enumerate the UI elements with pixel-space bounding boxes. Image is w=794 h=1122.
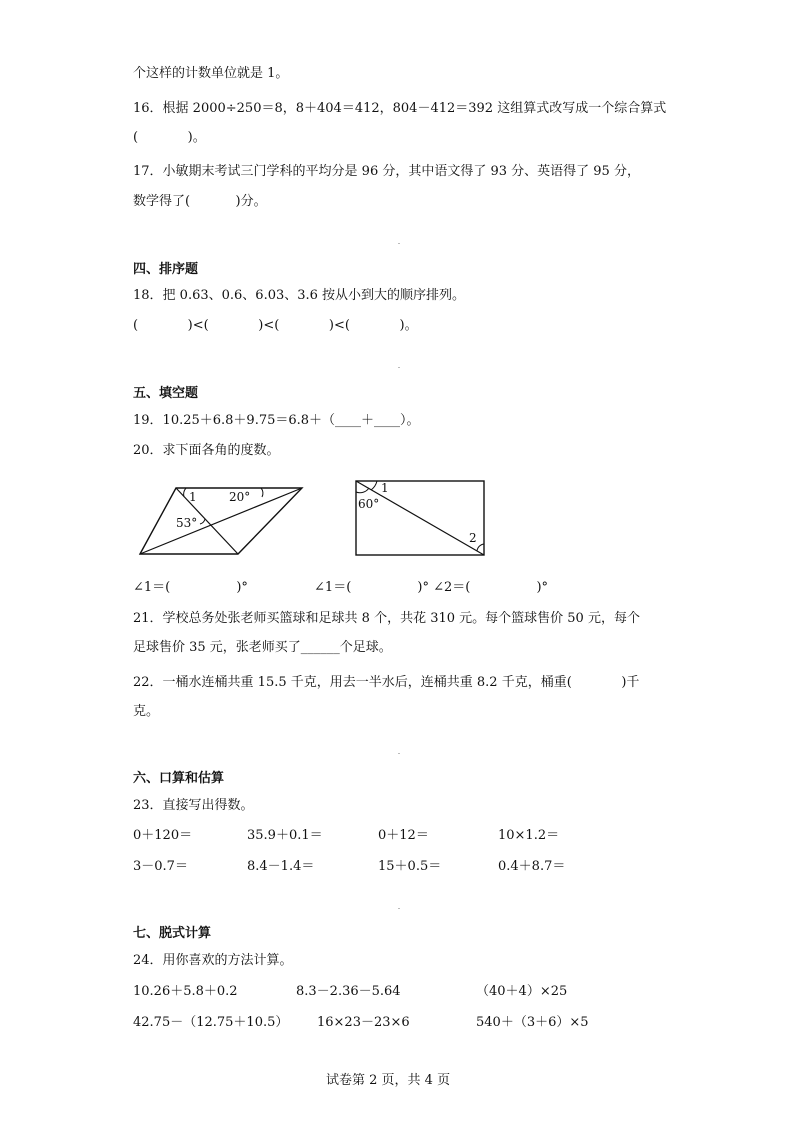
- parallelogram-figure: [138, 486, 303, 556]
- oral-item: 0＋12＝: [378, 828, 429, 843]
- section-7-heading: 七、脱式计算: [133, 926, 212, 941]
- oral-item: 35.9＋0.1＝: [247, 828, 323, 843]
- oral-item: 10×1.2＝: [498, 828, 560, 843]
- question-21-text-line2[interactable]: 足球售价 35 元，张老师买了______个足球。: [133, 640, 392, 655]
- calc-item: 42.75－（12.75＋10.5）: [133, 1015, 289, 1030]
- oral-item: 3－0.7＝: [133, 859, 188, 874]
- question-19-text: 19．10.25＋6.8＋9.75＝6.8＋（____＋____）。: [133, 413, 420, 428]
- calc-item: 540＋（3＋6）×5: [476, 1015, 589, 1030]
- oral-item: 15＋0.5＝: [378, 859, 442, 874]
- calc-item: 8.3－2.36－5.64: [296, 984, 401, 999]
- angle-2-label: 2: [469, 531, 477, 545]
- angle-20-label: 20°: [229, 490, 251, 504]
- question-16-answer-blank[interactable]: ( )。: [133, 130, 206, 145]
- angle-53-label: 53°: [176, 516, 198, 530]
- section-4-heading: 四、排序题: [133, 262, 199, 277]
- section-6-heading: 六、口算和估算: [133, 771, 225, 786]
- separator-dot: [398, 753, 400, 754]
- angle-60-label: 60°: [358, 497, 380, 511]
- question-18-answer-blanks[interactable]: ( )<( )<( )<( )。: [133, 318, 418, 333]
- question-20-answer-blanks[interactable]: ∠1＝( )° ∠1＝( )° ∠2＝( )°: [133, 580, 549, 595]
- calc-item: （40＋4）×25: [476, 984, 568, 999]
- question-20-text: 20．求下面各角的度数。: [133, 443, 280, 458]
- calc-item: 16×23－23×6: [317, 1015, 410, 1030]
- page-footer: 试卷第 2 页，共 4 页: [326, 1073, 451, 1088]
- question-16-text: 16．根据 2000÷250＝8，8＋404＝412，804－412＝392 这组算式改写成一个综合算式: [133, 101, 667, 116]
- oral-item: 0.4＋8.7＝: [498, 859, 566, 874]
- angle-1-label: 1: [189, 490, 197, 504]
- rectangle-figure: [355, 480, 485, 556]
- question-24-text: 24．用你喜欢的方法计算。: [133, 953, 293, 968]
- question-18-text: 18．把 0.63、0.6、6.03、3.6 按从小到大的顺序排列。: [133, 288, 466, 303]
- angle-1-label: 1: [381, 481, 389, 495]
- continuation-line: 个这样的计数单位就是 1。: [133, 66, 289, 81]
- separator-dot: [398, 243, 400, 244]
- calc-item: 10.26＋5.8＋0.2: [133, 984, 238, 999]
- section-5-heading: 五、填空题: [133, 386, 199, 401]
- question-21-text: 21．学校总务处张老师买篮球和足球共 8 个，共花 310 元。每个篮球售价 50 元，每个: [133, 611, 640, 626]
- question-22-text-line2: 克。: [133, 704, 160, 719]
- oral-item: 8.4－1.4＝: [247, 859, 315, 874]
- oral-item: 0＋120＝: [133, 828, 193, 843]
- question-17-text: 17．小敏期末考试三门学科的平均分是 96 分，其中语文得了 93 分、英语得了 95 分，: [133, 164, 640, 179]
- question-17-answer-blank[interactable]: 数学得了( )分。: [133, 194, 267, 209]
- question-23-text: 23．直接写出得数。: [133, 798, 254, 813]
- question-22-text[interactable]: 22．一桶水连桶共重 15.5 千克，用去一半水后，连桶共重 8.2 千克，桶重( )千: [133, 675, 640, 690]
- separator-dot: [398, 367, 400, 368]
- separator-dot: [398, 908, 400, 909]
